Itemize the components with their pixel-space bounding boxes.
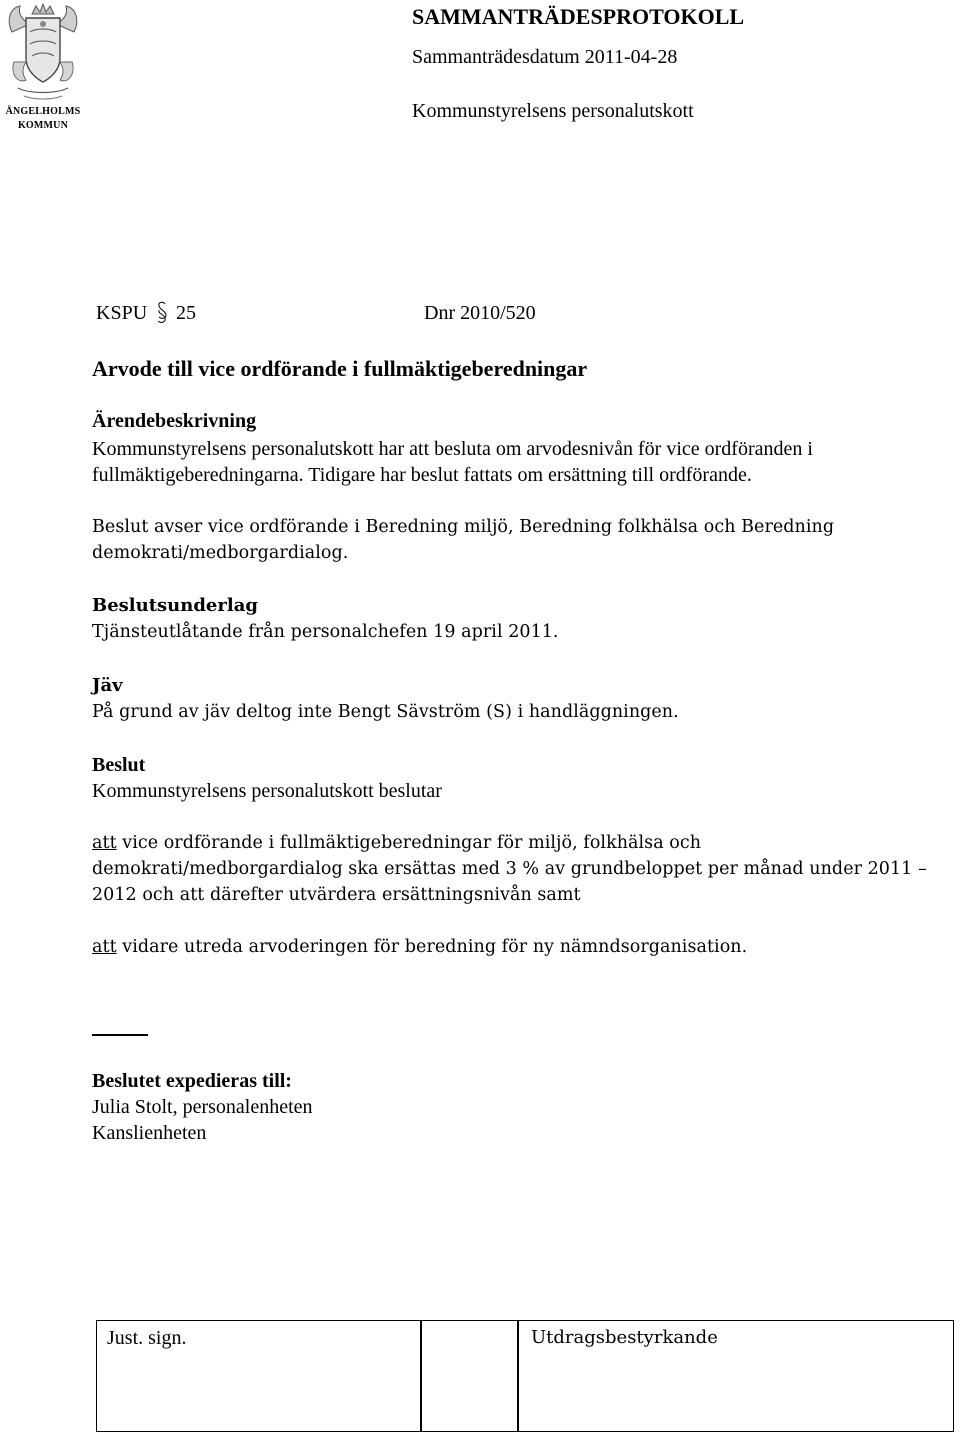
beslut-item1-line2: demokrati/medborgardialog ska ersättas med 3 % av grundbeloppet per månad under 2011 – xyxy=(92,859,927,879)
att-keyword: att xyxy=(92,937,117,957)
just-sign-label: Just. sign. xyxy=(107,1327,187,1349)
committee-name: Kommunstyrelsens personalutskott xyxy=(412,100,694,122)
paragraph-prefix: KSPU xyxy=(96,302,148,324)
section-heading-jav: Jäv xyxy=(92,675,123,696)
beslut-intro: Kommunstyrelsens personalutskott beslutar xyxy=(92,780,442,802)
beslutsunderlag-line1: Tjänsteutlåtande från personalchefen 19 april 2011. xyxy=(92,622,559,642)
municipality-logo xyxy=(4,2,82,132)
signature-divider xyxy=(517,1321,519,1431)
arendebeskrivning-line2: fullmäktigeberedningarna. Tidigare har beslut fattats om ersättning till ordförande. xyxy=(92,464,752,486)
arendebeskrivning-line4: demokrati/medborgardialog. xyxy=(92,543,349,563)
section-heading-beslut: Beslut xyxy=(92,754,146,776)
logo-text-line1: ÄNGELHOLMS xyxy=(5,106,81,117)
jav-line1: På grund av jäv deltog inte Bengt Sävström (S) i handläggningen. xyxy=(92,702,679,722)
separator-rule xyxy=(92,1034,148,1036)
att-keyword: att xyxy=(92,833,117,853)
utdragsbestyrkande-label: Utdragsbestyrkande xyxy=(531,1327,718,1348)
coat-of-arms-icon xyxy=(4,2,82,102)
paragraph-number: 25 xyxy=(176,302,196,324)
arendebeskrivning-line3: Beslut avser vice ordförande i Beredning miljö, Beredning folkhälsa och Beredning xyxy=(92,517,835,537)
beslut-item2-text: vidare utreda arvoderingen för beredning för ny nämndsorganisation. xyxy=(116,937,748,957)
expediering-recipient2: Kanslienheten xyxy=(92,1122,207,1144)
meeting-date: Sammanträdesdatum 2011-04-28 xyxy=(412,46,678,68)
logo-text-line2: KOMMUN xyxy=(17,120,69,131)
case-title: Arvode till vice ordförande i fullmäktigeberedningar xyxy=(92,356,588,381)
protocol-title: SAMMANTRÄDESPROTOKOLL xyxy=(412,4,745,29)
arendebeskrivning-line1: Kommunstyrelsens personalutskott har att besluta om arvodesnivån för vice ordföranden i xyxy=(92,438,813,460)
beslut-item1-line1 xyxy=(92,833,701,853)
section-sign-icon xyxy=(155,300,169,326)
section-heading-expediering: Beslutet expedieras till: xyxy=(92,1070,292,1092)
section-heading-arendebeskrivning: Ärendebeskrivning xyxy=(92,410,257,432)
section-heading-beslutsunderlag: Beslutsunderlag xyxy=(92,595,258,616)
diary-number: Dnr 2010/520 xyxy=(424,302,536,324)
beslut-item2 xyxy=(92,937,747,957)
expediering-recipient1: Julia Stolt, personalenheten xyxy=(92,1096,313,1118)
beslut-item1-text: vice ordförande i fullmäktigeberedningar för miljö, folkhälsa och xyxy=(116,833,702,853)
signature-box xyxy=(96,1320,954,1432)
beslut-item1-line3: 2012 och att därefter utvärdera ersättningsnivån samt xyxy=(92,885,581,905)
signature-divider xyxy=(420,1321,422,1431)
